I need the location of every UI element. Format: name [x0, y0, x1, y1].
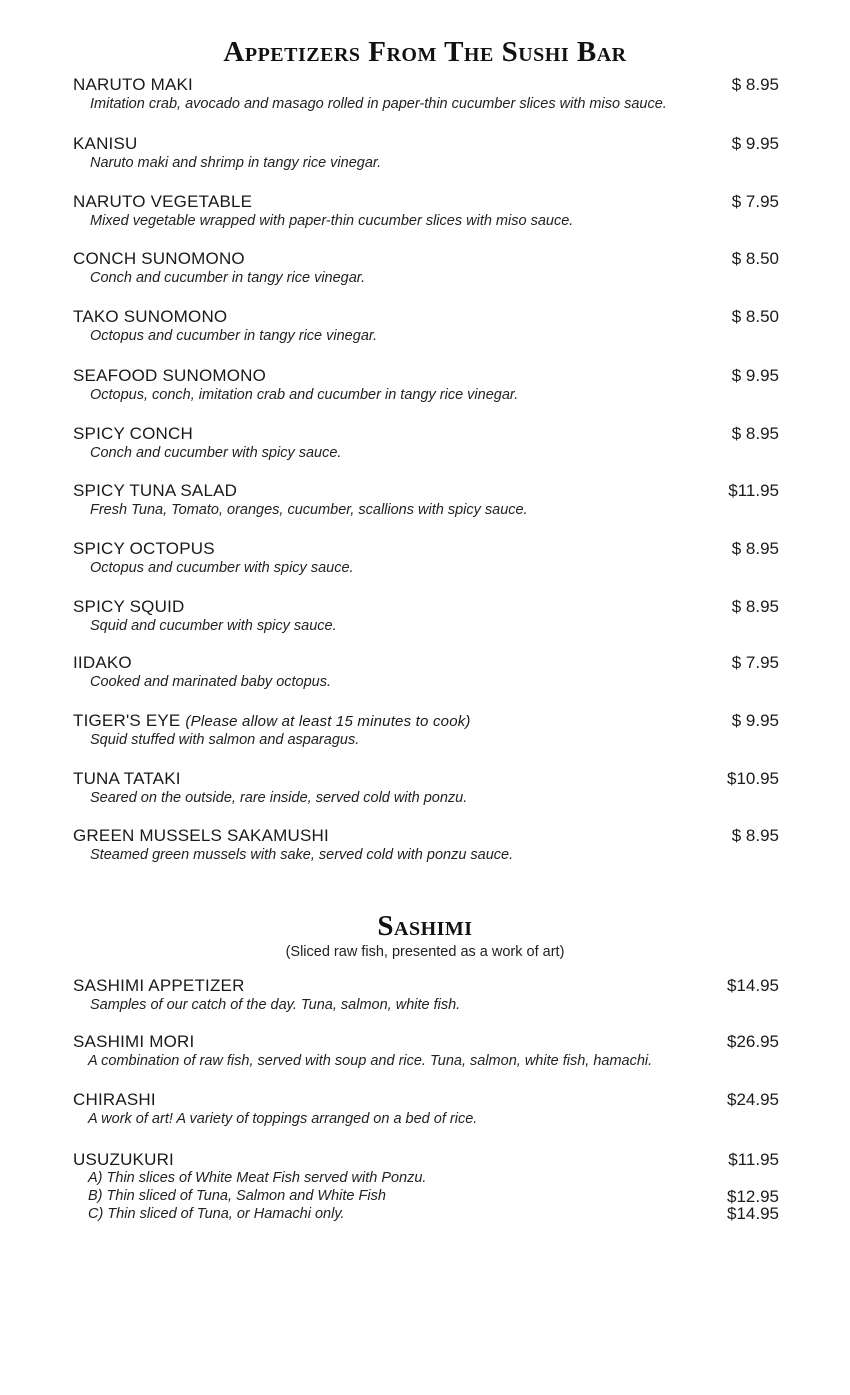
item-name [73, 711, 471, 731]
item-description: Mixed vegetable wrapped with paper-thin cucumber slices with miso sauce. [90, 213, 574, 229]
item-name: SPICY TUNA SALAD [73, 481, 238, 500]
item-name: SEAFOOD SUNOMONO [73, 366, 267, 385]
option-price: $14.95 [727, 1204, 779, 1223]
item-price: $ 8.95 [731, 75, 779, 94]
item-price: $ 8.95 [731, 597, 779, 616]
item-description: Squid and cucumber with spicy sauce. [90, 618, 337, 634]
item-description: Imitation crab, avocado and masago rolled in paper-thin cucumber slices with miso sauce. [90, 96, 667, 112]
item-description: Naruto maki and shrimp in tangy rice vinegar. [90, 155, 382, 171]
item-price: $ 7.95 [731, 653, 779, 672]
item-price: $11.95 [728, 481, 779, 500]
item-description: Octopus and cucumber with spicy sauce. [90, 560, 354, 576]
option-description: B) Thin sliced of Tuna, Salmon and White Fish [88, 1188, 386, 1204]
item-name: NARUTO MAKI [73, 75, 193, 94]
usuzukuri-option [0, 1206, 850, 1224]
option-price: $12.95 [727, 1187, 779, 1206]
item-description: Steamed green mussels with sake, served cold with ponzu sauce. [90, 847, 514, 863]
usuzukuri-option [0, 1170, 850, 1188]
item-price: $ 8.50 [731, 249, 779, 268]
item-name: GREEN MUSSELS SAKAMUSHI [73, 826, 329, 845]
item-description: A combination of raw fish, served with soup and rice. Tuna, salmon, white fish, hamachi. [88, 1053, 653, 1069]
item-price: $14.95 [727, 976, 779, 995]
item-name: SASHIMI APPETIZER [73, 976, 245, 995]
item-description: Seared on the outside, rare inside, served cold with ponzu. [90, 790, 468, 806]
item-description: A work of art! A variety of toppings arranged on a bed of rice. [88, 1111, 478, 1127]
appetizers-section-title: Appetizers From The Sushi Bar [223, 36, 627, 68]
option-description: C) Thin sliced of Tuna, or Hamachi only. [88, 1206, 345, 1222]
item-name: CONCH SUNOMONO [73, 249, 245, 268]
item-name: TAKO SUNOMONO [73, 307, 228, 326]
item-note: (Please allow at least 15 minutes to cook) [185, 713, 471, 730]
item-name: USUZUKURI [73, 1150, 174, 1169]
option-description: A) Thin slices of White Meat Fish served with Ponzu. [88, 1170, 427, 1186]
item-price: $10.95 [727, 769, 779, 788]
item-price: $ 9.95 [731, 366, 779, 385]
item-name: IIDAKO [73, 653, 132, 672]
item-description: Fresh Tuna, Tomato, oranges, cucumber, scallions with spicy sauce. [90, 502, 528, 518]
item-name: SPICY OCTOPUS [73, 539, 215, 558]
item-price: $ 9.95 [731, 711, 779, 730]
item-description: Squid stuffed with salmon and asparagus. [90, 732, 360, 748]
usuzukuri-option [0, 1150, 850, 1168]
item-description: Octopus, conch, imitation crab and cucumber in tangy rice vinegar. [90, 387, 519, 403]
item-price: $26.95 [727, 1032, 779, 1051]
item-name: NARUTO VEGETABLE [73, 192, 253, 211]
item-price: $ 8.95 [731, 539, 779, 558]
item-price: $ 9.95 [731, 134, 779, 153]
item-description: Conch and cucumber with spicy sauce. [90, 445, 342, 461]
item-description: Conch and cucumber in tangy rice vinegar. [90, 270, 366, 286]
item-price: $ 8.50 [731, 307, 779, 326]
item-name: KANISU [73, 134, 138, 153]
item-description: Cooked and marinated baby octopus. [90, 674, 332, 690]
item-name: SASHIMI MORI [73, 1032, 195, 1051]
item-description: Octopus and cucumber in tangy rice vinegar. [90, 328, 378, 344]
item-price: $ 7.95 [731, 192, 779, 211]
item-price: $ 8.95 [731, 424, 779, 443]
item-name-text: TIGER'S EYE [73, 711, 181, 730]
item-name: TUNA TATAKI [73, 769, 181, 788]
item-price: $ 8.95 [731, 826, 779, 845]
sashimi-subtitle: (Sliced raw fish, presented as a work of art) [285, 944, 565, 960]
item-price: $24.95 [727, 1090, 779, 1109]
item-name: SPICY CONCH [73, 424, 193, 443]
usuzukuri-option [0, 1188, 850, 1206]
item-name: CHIRASHI [73, 1090, 156, 1109]
item-description: Samples of our catch of the day. Tuna, salmon, white fish. [90, 997, 461, 1013]
sashimi-section-title: Sashimi [377, 910, 473, 942]
option-price: $11.95 [728, 1150, 779, 1169]
item-name: SPICY SQUID [73, 597, 185, 616]
